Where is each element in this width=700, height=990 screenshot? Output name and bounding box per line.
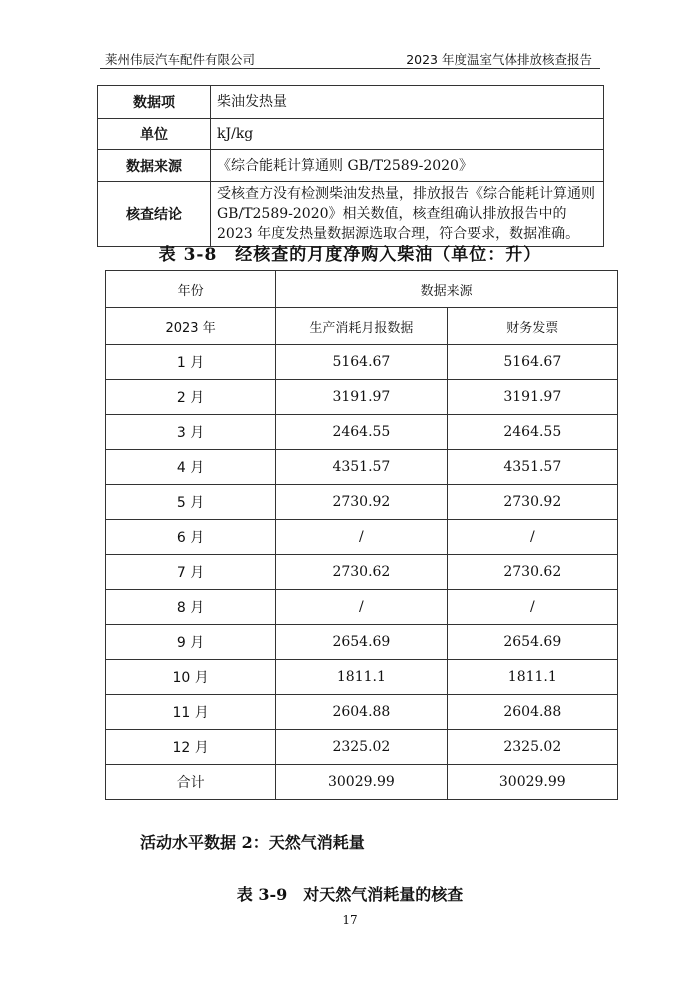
production-cell: 2464.55 — [276, 415, 447, 450]
table-header-row — [106, 271, 618, 308]
invoice-header: 财务发票 — [447, 308, 617, 345]
report-title: 2023 年度温室气体排放核查报告 — [406, 52, 592, 67]
table-row — [106, 765, 618, 800]
month-cell: 12 月 — [106, 730, 276, 765]
production-cell: 5164.67 — [276, 345, 447, 380]
table-row — [106, 485, 618, 520]
year-header: 年份 — [106, 271, 276, 308]
monthly-diesel-table — [105, 270, 618, 800]
info-value: kJ/kg — [211, 119, 604, 150]
info-row-data-item — [98, 86, 604, 119]
production-cell: 2730.92 — [276, 485, 447, 520]
info-value: 受核查方没有检测柴油发热量，排放报告《综合能耗计算通则 GB/T2589-2020》相关数值，核查组确认排放报告中的 2023 年度发热量数据源选取合理，符合要求，数据准确。 — [211, 182, 604, 247]
production-cell: 1811.1 — [276, 660, 447, 695]
table-row — [106, 695, 618, 730]
activity-heading: 活动水平数据 2：天然气消耗量 — [140, 833, 365, 852]
info-value: 《综合能耗计算通则 GB/T2589-2020》 — [211, 150, 604, 182]
info-label: 单位 — [98, 119, 211, 150]
production-cell: 30029.99 — [276, 765, 447, 800]
invoice-cell: / — [447, 590, 617, 625]
invoice-cell: 2730.62 — [447, 555, 617, 590]
table-row — [106, 730, 618, 765]
production-cell: 3191.97 — [276, 380, 447, 415]
month-cell: 8 月 — [106, 590, 276, 625]
month-cell: 11 月 — [106, 695, 276, 730]
company-name: 莱州伟辰汽车配件有限公司 — [105, 52, 256, 67]
info-label: 核查结论 — [98, 182, 211, 247]
info-row-conclusion — [98, 182, 604, 247]
info-label: 数据项 — [98, 86, 211, 119]
invoice-cell: 2464.55 — [447, 415, 617, 450]
table-row — [106, 625, 618, 660]
month-rows — [106, 345, 618, 800]
table-3-8-caption: 表 3-8 经核查的月度净购入柴油（单位：升） — [158, 245, 542, 265]
table-row — [106, 520, 618, 555]
month-cell: 9 月 — [106, 625, 276, 660]
production-header: 生产消耗月报数据 — [276, 308, 447, 345]
production-cell: / — [276, 520, 447, 555]
invoice-cell: 2604.88 — [447, 695, 617, 730]
month-cell: 2 月 — [106, 380, 276, 415]
year-cell: 2023 年 — [106, 308, 276, 345]
invoice-cell: 5164.67 — [447, 345, 617, 380]
table-row — [106, 345, 618, 380]
table-3-9-caption: 表 3-9 对天然气消耗量的核查 — [236, 885, 464, 904]
month-cell: 3 月 — [106, 415, 276, 450]
source-header: 数据来源 — [276, 271, 618, 308]
invoice-cell: 2654.69 — [447, 625, 617, 660]
production-cell: / — [276, 590, 447, 625]
diesel-calorific-info-table — [97, 85, 604, 247]
invoice-cell: 3191.97 — [447, 380, 617, 415]
info-value: 柴油发热量 — [211, 86, 604, 119]
info-label: 数据来源 — [98, 150, 211, 182]
month-cell: 6 月 — [106, 520, 276, 555]
month-cell: 1 月 — [106, 345, 276, 380]
table-subheader-row — [106, 308, 618, 345]
invoice-cell: 4351.57 — [447, 450, 617, 485]
invoice-cell: 2730.92 — [447, 485, 617, 520]
invoice-cell: 30029.99 — [447, 765, 617, 800]
production-cell: 2730.62 — [276, 555, 447, 590]
production-cell: 2654.69 — [276, 625, 447, 660]
table-row — [106, 590, 618, 625]
invoice-cell: 1811.1 — [447, 660, 617, 695]
production-cell: 2325.02 — [276, 730, 447, 765]
month-cell: 10 月 — [106, 660, 276, 695]
month-cell: 5 月 — [106, 485, 276, 520]
table-row — [106, 380, 618, 415]
table-row — [106, 660, 618, 695]
page-header — [100, 48, 600, 69]
month-cell: 4 月 — [106, 450, 276, 485]
invoice-cell: 2325.02 — [447, 730, 617, 765]
table-row — [106, 450, 618, 485]
table-row — [106, 555, 618, 590]
month-cell: 7 月 — [106, 555, 276, 590]
page-number: 17 — [342, 913, 358, 927]
production-cell: 2604.88 — [276, 695, 447, 730]
info-row-source — [98, 150, 604, 182]
month-cell: 合计 — [106, 765, 276, 800]
info-row-unit — [98, 119, 604, 150]
table-row — [106, 415, 618, 450]
production-cell: 4351.57 — [276, 450, 447, 485]
invoice-cell: / — [447, 520, 617, 555]
